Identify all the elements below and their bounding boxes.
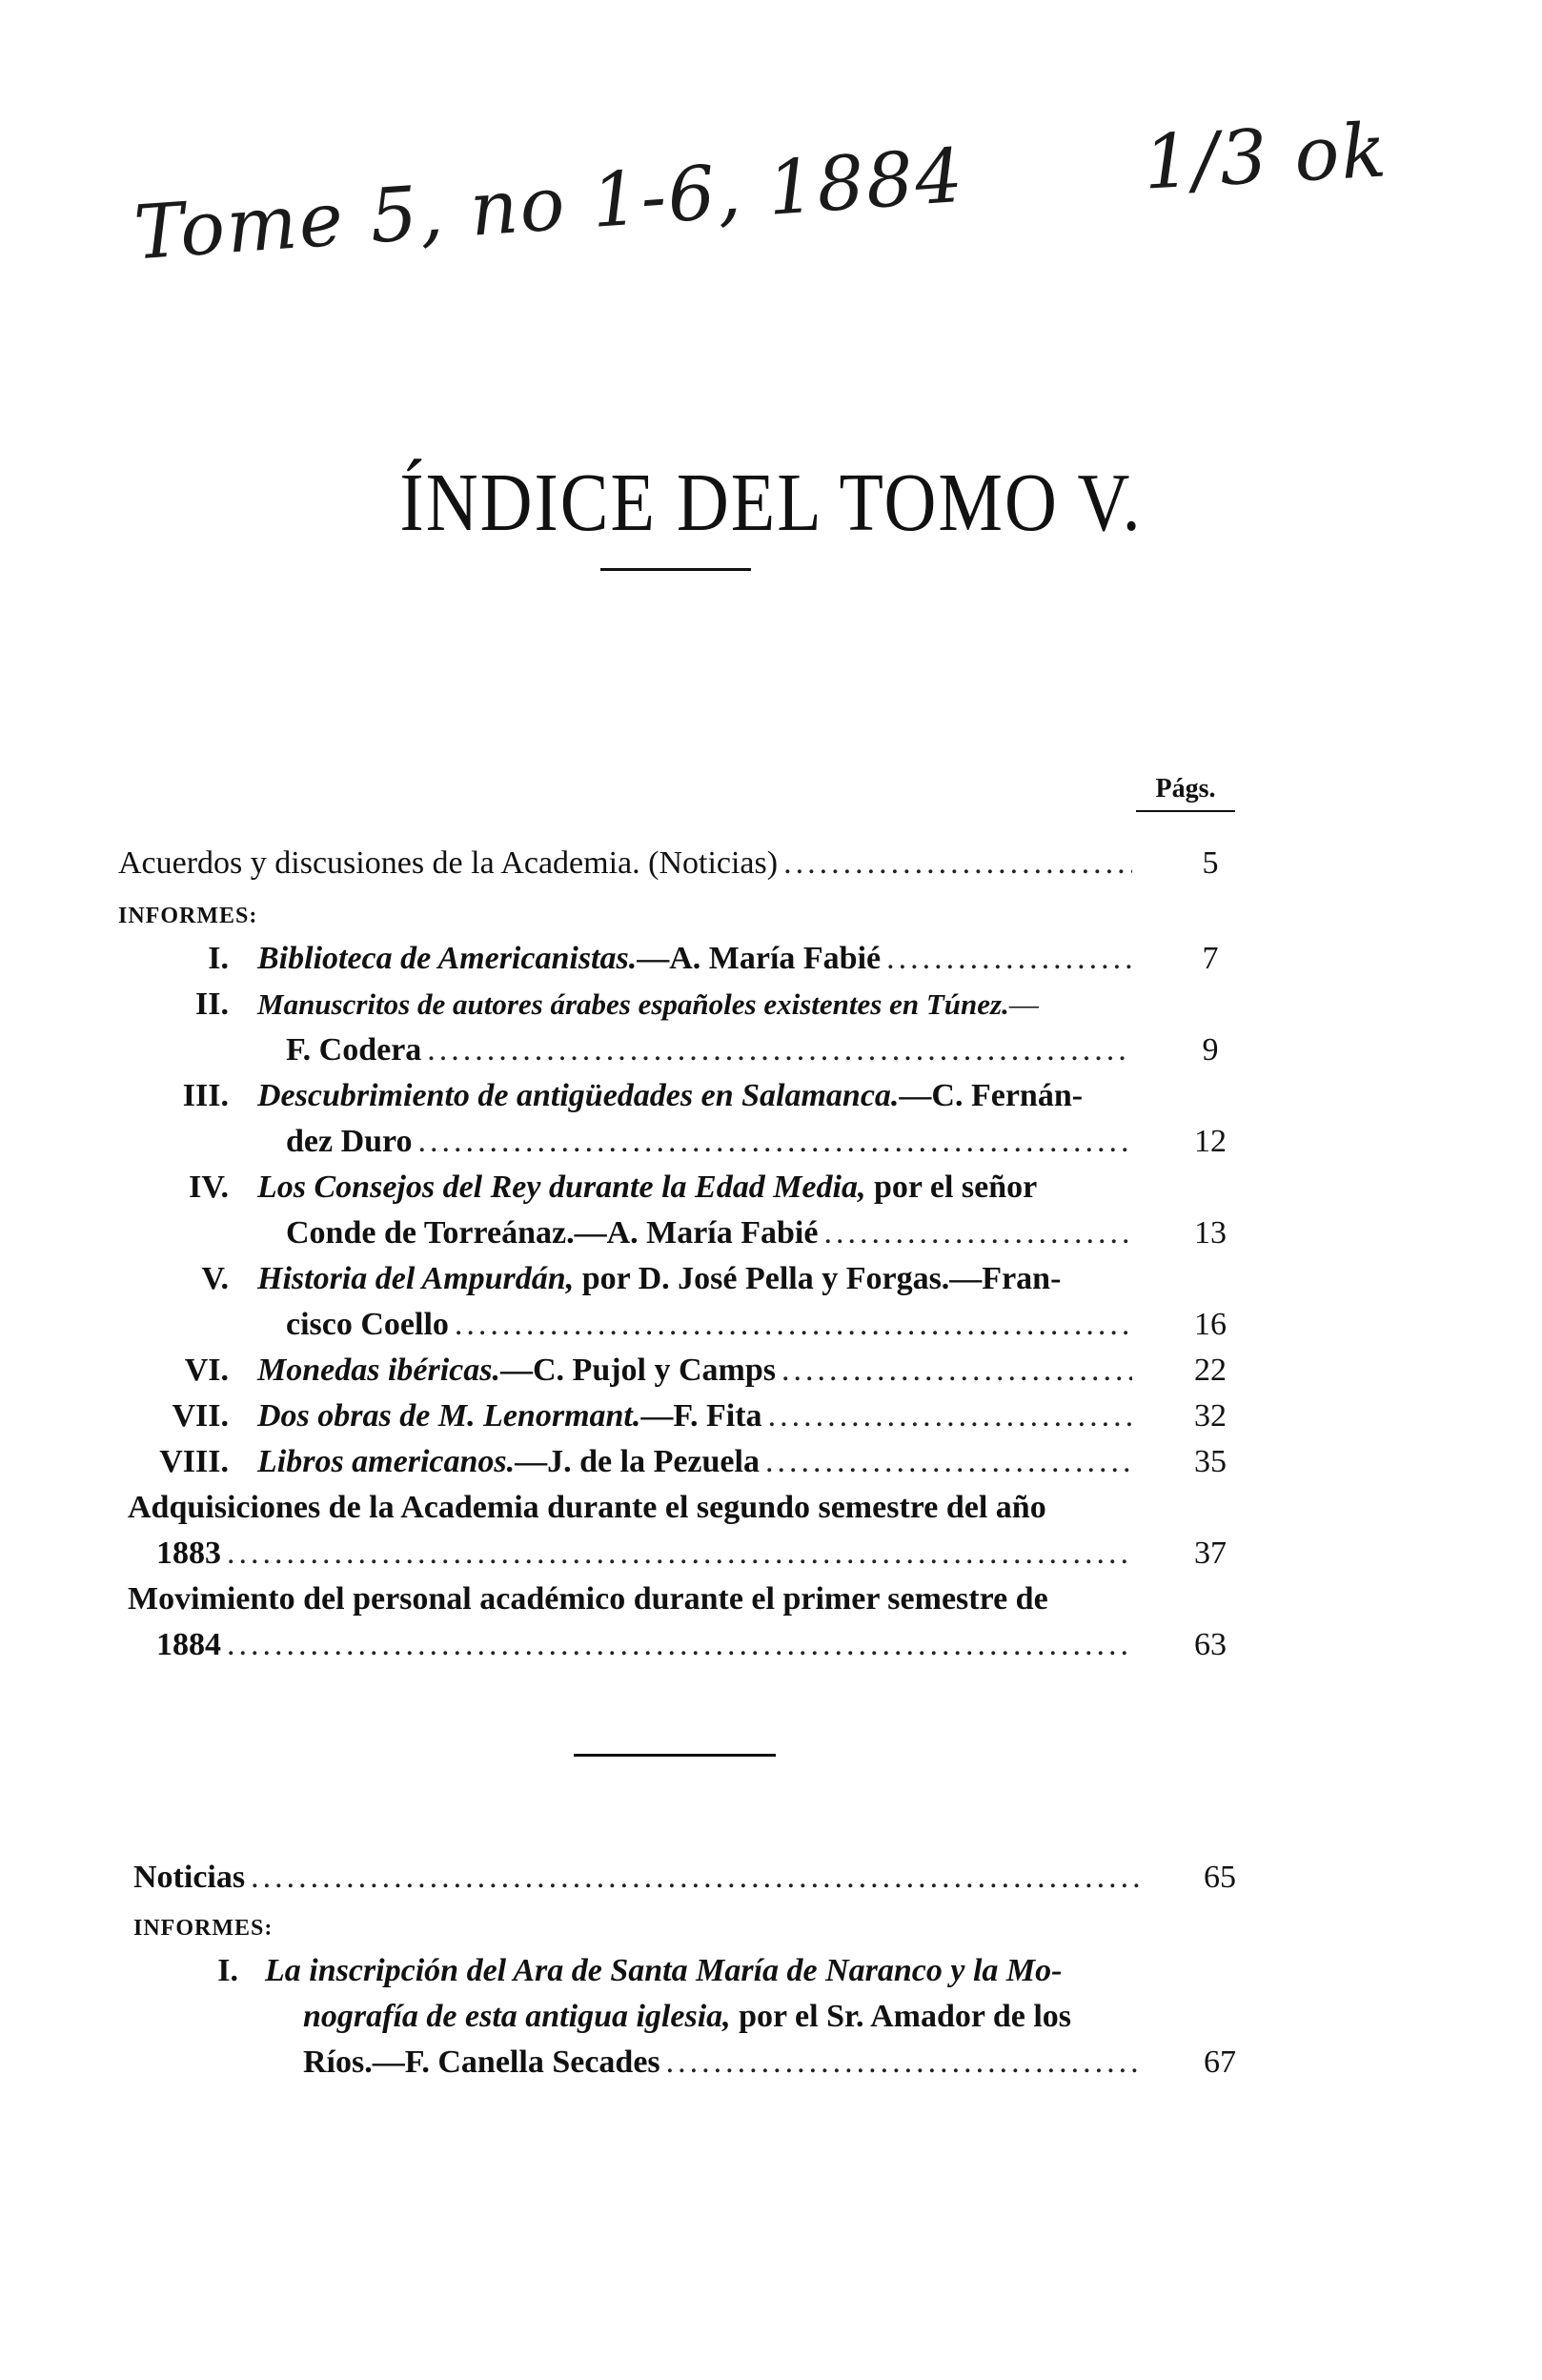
item-title: Dos obras de M. Lenormant.	[257, 1398, 641, 1434]
leader-dots	[666, 2040, 1142, 2085]
section-divider	[574, 1754, 776, 1757]
page-number: 63	[1194, 1627, 1227, 1662]
year-text: 1883	[156, 1536, 221, 1571]
toc-entry-item-7	[257, 1393, 1138, 1439]
handwritten-volume-note: Tome 5, no 1-6, 1884	[131, 132, 967, 277]
item-title-cont: nografía de esta antigua iglesia,	[303, 1999, 731, 2034]
toc-entry-item-line2	[303, 1994, 1071, 2040]
toc-entry-text: Acuerdos y discusiones de la Academia. (Noticias)	[118, 845, 779, 881]
leader-dots	[427, 1027, 1132, 1073]
item-number: I.	[208, 941, 229, 976]
page-number: 35	[1194, 1444, 1227, 1479]
toc-entry-text: Noticias	[133, 1860, 246, 1895]
leader-dots	[823, 1210, 1132, 1256]
item-number: III.	[182, 1078, 229, 1113]
item-author-cont: dez Duro	[286, 1124, 413, 1159]
toc-entry-adquisiciones-line2	[156, 1531, 1138, 1576]
item-dash: —	[1008, 987, 1039, 1021]
leader-dots	[783, 841, 1132, 886]
item-author: —C. Fernán-	[899, 1078, 1084, 1113]
item-author: —A. María Fabié	[637, 941, 882, 976]
item-title: Monedas ibéricas.	[257, 1353, 500, 1388]
toc-entry-item-5-line2	[286, 1302, 1138, 1348]
item-author: F. Codera	[286, 1032, 422, 1068]
item-number: V.	[201, 1261, 229, 1296]
item-detail: por el Sr. Amador de los	[730, 1999, 1072, 2034]
toc-entry-item-2-line2	[286, 1027, 1138, 1073]
item-author: —F. Fita	[640, 1398, 762, 1434]
item-author-cont: cisco Coello	[286, 1307, 449, 1342]
toc-entry-item-1	[257, 936, 1138, 982]
page-number: 13	[1194, 1215, 1227, 1251]
item-title: Descubrimiento de antigüedades en Salamanca.	[257, 1078, 900, 1113]
toc-entry-movimiento-line2	[156, 1622, 1138, 1668]
item-author: Ríos.—F. Canella Secades	[303, 2044, 660, 2080]
leader-dots	[781, 1348, 1132, 1393]
page-number: 7	[1202, 941, 1219, 976]
toc-entry-noticias	[133, 1855, 1147, 1901]
item-title: La inscripción del Ara de Santa María de Naranco y la Mo-	[265, 1953, 1063, 1988]
page-number: 32	[1194, 1398, 1227, 1434]
item-title: Biblioteca de Americanistas.	[257, 941, 638, 976]
item-detail: por D. José Pella y Forgas.—Fran-	[574, 1261, 1062, 1296]
leader-dots	[886, 936, 1132, 982]
pages-column-header: Págs.	[1136, 774, 1235, 812]
year-text: 1884	[156, 1627, 221, 1662]
toc-entry-movimiento-line1: Movimiento del personal académico durante el primer semestre de	[128, 1581, 1048, 1617]
handwritten-ok-note: 1/3 ok	[1141, 108, 1390, 207]
toc-entry-item-4-line1	[257, 1165, 1037, 1210]
leader-dots	[418, 1119, 1132, 1165]
toc-entry-acuerdos	[118, 841, 1138, 886]
leader-dots	[227, 1622, 1132, 1668]
item-author: —C. Pujol y Camps	[500, 1353, 777, 1388]
item-detail: por el señor	[865, 1170, 1038, 1205]
item-number: II.	[195, 987, 229, 1022]
toc-entry-item-3-line1	[257, 1073, 1083, 1119]
page-number: 9	[1202, 1032, 1219, 1068]
page-number: 12	[1194, 1124, 1227, 1159]
item-number: IV.	[189, 1170, 229, 1205]
page-number: 67	[1204, 2044, 1236, 2080]
informes-label: INFORMES:	[118, 904, 258, 928]
leader-dots	[765, 1439, 1132, 1485]
item-title: Manuscritos de autores árabes españoles existentes en Túnez.	[257, 987, 1009, 1021]
item-number: VI.	[184, 1353, 229, 1388]
leader-dots	[251, 1855, 1142, 1901]
item-author: Conde de Torreánaz.—A. María Fabié	[286, 1215, 819, 1251]
toc-entry-item-3-line2	[286, 1119, 1138, 1165]
toc-entry-item-4-line2	[286, 1210, 1138, 1256]
toc-entry-adquisiciones-line1: Adquisiciones de la Academia durante el segundo semestre del año	[128, 1490, 1046, 1525]
toc-entry-item-line1	[265, 1948, 1063, 1994]
toc-entry-item-2-line1	[257, 982, 1039, 1027]
page-number: 65	[1204, 1860, 1236, 1895]
informes-label: INFORMES:	[133, 1916, 274, 1941]
leader-dots	[455, 1302, 1132, 1348]
toc-entry-item-8	[257, 1439, 1138, 1485]
toc-entry-item-6	[257, 1348, 1138, 1393]
page-number: 37	[1194, 1536, 1227, 1571]
item-number: I.	[217, 1953, 238, 1988]
leader-dots	[227, 1531, 1132, 1576]
toc-entry-item-line3	[303, 2040, 1147, 2085]
page-title: ÍNDICE DEL TOMO V.	[399, 457, 1143, 549]
leader-dots	[768, 1393, 1132, 1439]
title-divider	[600, 568, 751, 571]
page-number: 5	[1202, 845, 1219, 881]
item-title: Los Consejos del Rey durante la Edad Media,	[257, 1170, 866, 1205]
item-author: —J. de la Pezuela	[515, 1444, 760, 1479]
item-title: Historia del Ampurdán,	[257, 1261, 575, 1296]
item-number: VIII.	[159, 1444, 229, 1479]
page-number: 16	[1194, 1307, 1227, 1342]
item-number: VII.	[172, 1398, 229, 1434]
item-title: Libros americanos.	[257, 1444, 516, 1479]
toc-entry-item-5-line1	[257, 1256, 1061, 1302]
page-number: 22	[1194, 1353, 1227, 1388]
